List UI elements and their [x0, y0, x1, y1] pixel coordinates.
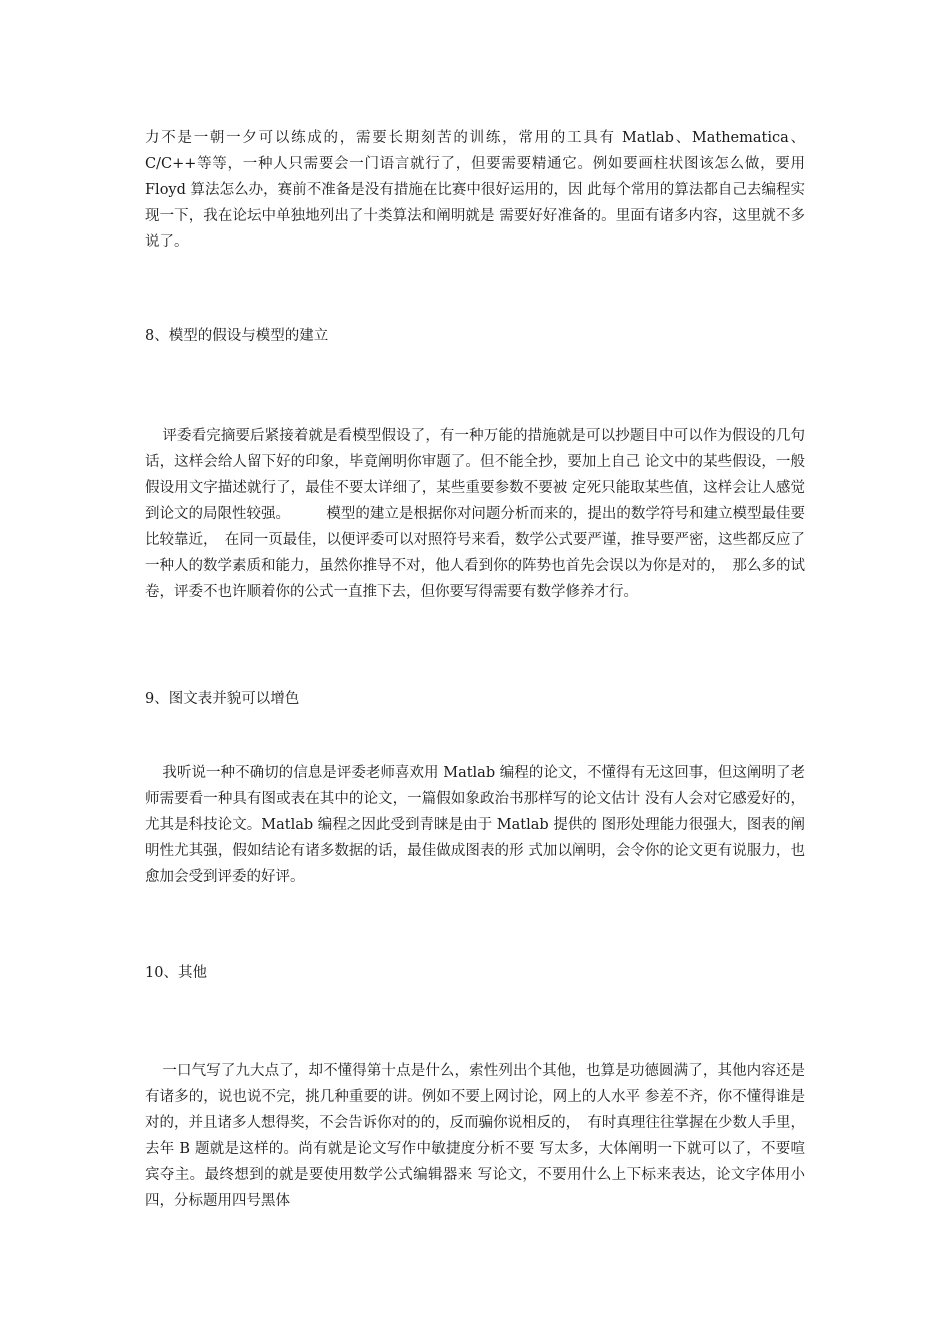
- section-heading-10: 10、其他: [145, 965, 207, 981]
- paragraph-figures-tables: 我听说一种不确切的信息是评委老师喜欢用 Matlab 编程的论文，不懂得有无这回事，但这阐明了老师需要看一种具有图或表在其中的论文，一篇假如象政治书那样写的论文估计 没有人会对它感爱好的，尤其是科技论文。Matlab 编程之因此受到青睐是由于 Matlab 提供的 图形处理能力很强大，图表的阐明性尤其强，假如结论有诸多数据的话，最佳做成图表的形 式加以阐明，会令你的论文更有说服力，也愈加会受到评委的好评。: [145, 765, 805, 885]
- paragraph-tools: 力不是一朝一夕可以练成的，需要长期刻苦的训练，常用的工具有 Matlab、Mathematica、C/C++等等，一种人只需要会一门语言就行了，但要需要精通它。例如要画柱状图该怎么做，要用 Floyd 算法怎么办，赛前不准备是没有措施在比赛中很好运用的，因 此每个常用的算法都自己去编程实现一下，我在论坛中单独地列出了十类算法和阐明就是 需要好好准备的。里面有诸多内容，这里就不多说了。: [145, 130, 805, 250]
- paragraph-other: 一口气写了九大点了，却不懂得第十点是什么，索性列出个其他，也算是功德圆满了，其他内容还是有诸多的，说也说不完，挑几种重要的讲。例如不要上网讨论，网上的人水平 参差不齐，你不懂得谁是对的，并且诸多人想得奖，不会告诉你对的的，反而骗你说相反的， 有时真理往往掌握在少数人手里，去年 B 题就是这样的。尚有就是论文写作中敏捷度分析不要 写太多，大体阐明一下就可以了，不要喧宾夺主。最终想到的就是要使用数学公式编辑器来 写论文，不要用什么上下标来表达，论文字体用小四，分标题用四号黑体: [145, 1063, 805, 1209]
- section-heading-9: 9、图文表并貌可以增色: [145, 691, 300, 707]
- paragraph-model-assumptions: 评委看完摘要后紧接着就是看模型假设了，有一种万能的措施就是可以抄题目中可以作为假设的几句话，这样会给人留下好的印象，毕竟阐明你审题了。但不能全抄，要加上自己 论文中的某些假设，一般假设用文字描述就行了，最佳不要太详细了，某些重要参数不要被 定死只能取某些值，这样会让人感觉到论文的局限性较强。 模型的建立是根据你对问题分析而来的，提出的数学符号和建立模型最佳要比较靠近， 在同一页最佳，以便评委可以对照符号来看，数学公式要严谨，推导要严密，这些都反应了 一种人的数学素质和能力，虽然你推导不对，他人看到你的阵势也首先会误以为你是对的， 那么多的试卷，评委不也许顺着你的公式一直推下去，但你要写得需要有数学修养才行。: [145, 428, 805, 600]
- section-heading-8: 8、模型的假设与模型的建立: [145, 328, 329, 344]
